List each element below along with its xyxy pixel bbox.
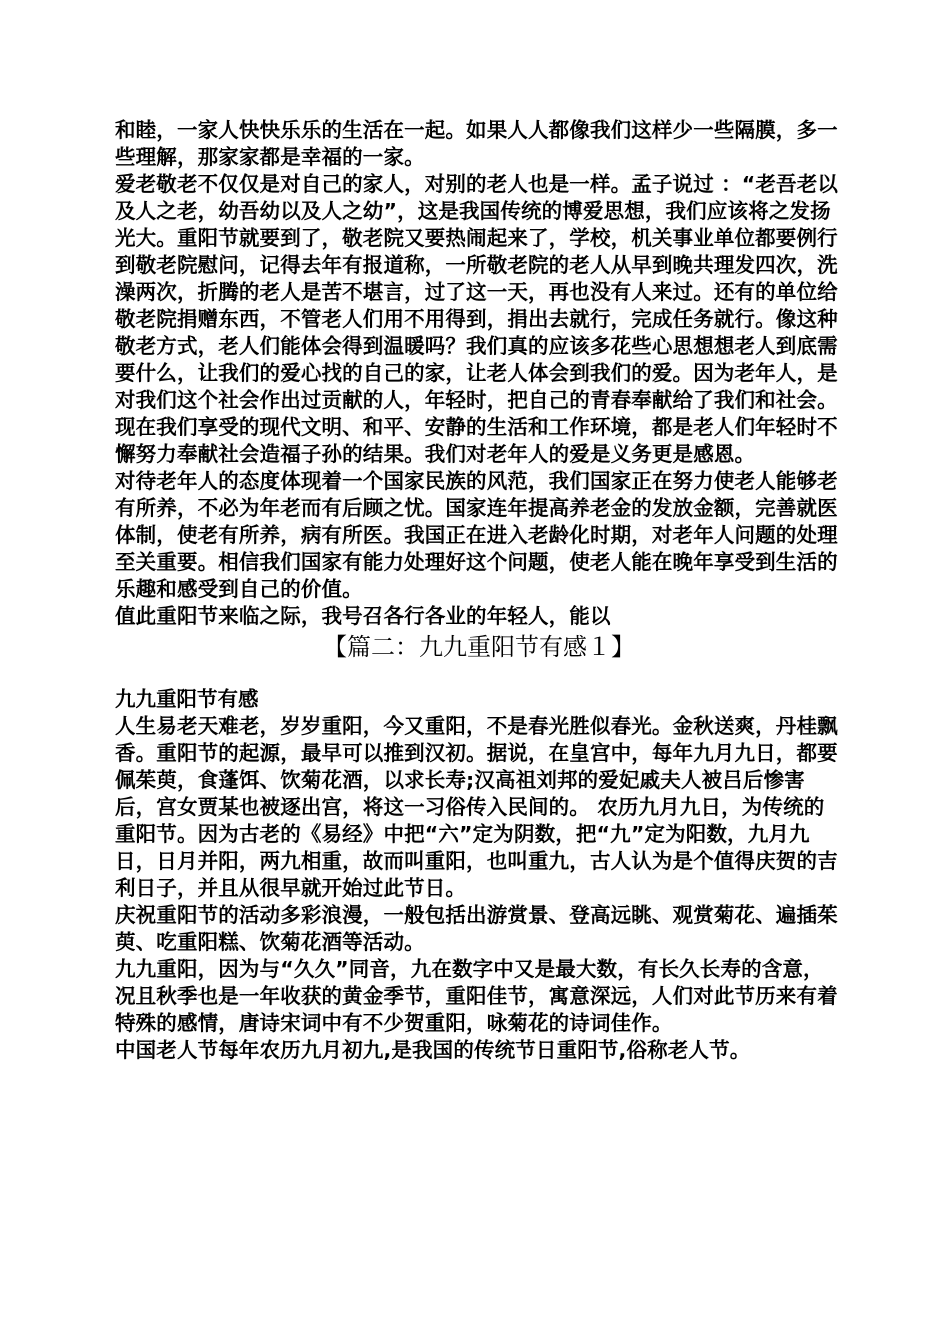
- body-paragraph: 值此重阳节来临之际，我号召各行各业的年轻人，能以: [115, 604, 611, 628]
- body-paragraph: 对待老年人的态度体现着一个国家民族的风范，我们国家正在努力使老人能够老有所养，不必为年老而有后顾之忧。国家连年提高养老金的发放金额，完善就医体制，使老有所养，病有所医。我国正在进入老龄化时期，对老年人问题的处理至关重要。相信我们国家有能力处理好这个问题，使老人能在晚年享受到生活的乐趣和感受到自己的价值。: [115, 469, 838, 601]
- body-paragraph: 和睦，一家人快快乐乐的生活在一起。如果人人都像我们这样少一些隔膜，多一些理解，那家家都是幸福的一家。: [115, 118, 838, 169]
- section-heading: 【篇二：九九重阳节有感１】: [323, 633, 635, 661]
- article-subtitle: 九九重阳节有感: [115, 687, 259, 711]
- body-paragraph: 九九重阳，因为与“久久”同音，九在数字中又是最大数，有长久长寿的含意，况且秋季也是一年收获的黄金季节，重阳佳节，寓意深远，人们对此节历来有着特殊的感情，唐诗宋词中有不少贺重阳，咏菊花的诗词佳作。: [115, 957, 838, 1035]
- document-page: [115, 117, 843, 1064]
- body-paragraph: 庆祝重阳节的活动多彩浪漫，一般包括出游赏景、登高远眺、观赏菊花、遍插茱萸、吃重阳糕、饮菊花酒等活动。: [115, 903, 838, 954]
- body-paragraph: 中国老人节每年农历九月初九,是我国的传统节日重阳节,俗称老人节。: [115, 1038, 751, 1062]
- body-paragraph: 爱老敬老不仅仅是对自己的家人，对别的老人也是一样。孟子说过 ：“老吾老以及人之老，幼吾幼以及人之幼”，这是我国传统的博爱思想，我们应该将之发扬光大。重阳节就要到了，敬老院又要热闹起来了，学校，机关事业单位都要例行到敬老院慰问，记得去年有报道称，一所敬老院的老人从早到晚共理发四次，洗澡两次，折腾的老人是苦不堪言，过了这一天，再也没有人来过。还有的单位给敬老院捐赠东西，不管老人们用不用得到，捐出去就行，完成任务就行。像这种敬老方式，老人们能体会得到温暖吗？我们真的应该多花些心思想想老人到底需要什么，让我们的爱心找的自己的家，让老人体会到我们的爱。因为老年人，是对我们这个社会作出过贡献的人，年轻时，把自己的青春奉献给了我们和社会。现在我们享受的现代文明、和平、安静的生活和工作环境，都是老人们年轻时不懈努力奉献社会造福子孙的结果。我们对老年人的爱是义务更是感恩。: [115, 172, 839, 466]
- body-paragraph: 人生易老天难老，岁岁重阳，今又重阳，不是春光胜似春光。金秋送爽，丹桂飘香。重阳节的起源，最早可以推到汉初。据说，在皇宫中，每年九月九日，都要佩茱萸，食蓬饵、饮菊花酒，以求长寿;汉高祖刘邦的爱妃戚夫人被吕后惨害后，宫女贾某也被逐出宫，将这一习俗传入民间的。 农历九月九日，为传统的重阳节。因为古老的《易经》中把“六”定为阴数，把“九”定为阳数，九月九日，日月并阳，两九相重，故而叫重阳，也叫重九，古人认为是个值得庆贺的吉利日子，并且从很早就开始过此节日。: [115, 714, 838, 900]
